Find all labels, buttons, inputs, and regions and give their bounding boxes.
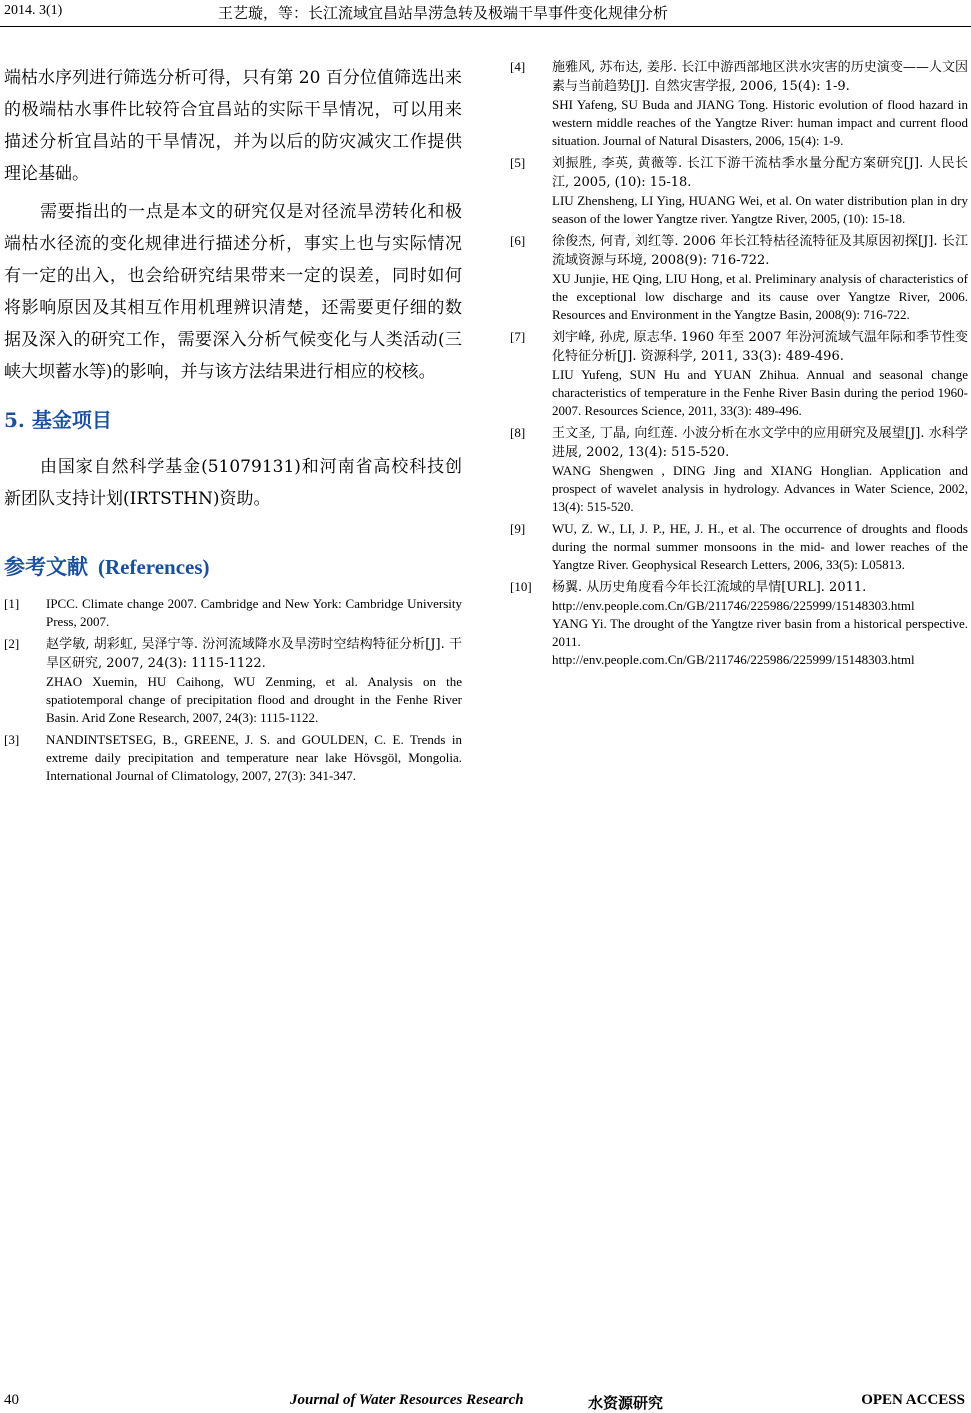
reference-text-en: IPCC. Climate change 2007. Cambridge and New York: Cambridge University Press, 2007.: [46, 596, 462, 629]
reference-item: [4, 635, 462, 727]
reference-text-zh: 赵学敏, 胡彩虹, 吴泽宁等. 汾河流域降水及旱涝时空结构特征分析[J]. 干旱区研究, 2007, 24(3): 1115-1122.: [46, 637, 462, 671]
reference-item: [4, 595, 462, 631]
references-heading-zh: 参考文献: [4, 554, 88, 579]
funding-paragraph: 由国家自然科学基金(51079131)和河南省高校科技创新团队支持计划(IRTSTHN)资助。: [4, 457, 462, 509]
reference-text-en: WANG Shengwen , DING Jing and XIANG Honglian. Application and prospect of wavelet analysis in hydrology. Advances in Water Science, 2002, 13(4): 515-520.: [552, 463, 968, 514]
running-title: 王艺璇，等：长江流域宜昌站旱涝急转及极端干旱事件变化规律分析: [218, 4, 669, 22]
reference-item: [510, 232, 968, 324]
reference-number: [7]: [510, 329, 526, 344]
reference-body: [552, 424, 968, 516]
reference-body: [552, 578, 968, 669]
reference-number: [1]: [4, 596, 20, 611]
reference-number: [5]: [510, 155, 526, 170]
reference-number: [4]: [510, 59, 526, 74]
section-heading-funding: 5. 基金项目: [4, 408, 112, 432]
reference-item: [510, 154, 968, 228]
reference-body: [46, 731, 462, 785]
reference-item: [510, 328, 968, 420]
journal-name-zh: 水资源研究: [588, 1394, 664, 1412]
body-paragraph-1: 端枯水序列进行筛选分析可得，只有第 20 百分位值筛选出来的极端枯水事件比较符合宜昌站的实际干旱情况，可以用来描述分析宜昌站的干旱情况，并为以后的防灾减灾工作提供理论基础。: [4, 68, 462, 184]
reference-text-en: YANG Yi. The drought of the Yangtze river basin from a historical perspective. 2011.: [552, 616, 968, 649]
reference-number: [3]: [4, 732, 20, 747]
reference-text-en: WU, Z. W., LI, J. P., HE, J. H., et al. The occurrence of droughts and floods during the normal summer monsoons in the mid- and lower reaches of the Yangtze River. Geophysical Research Letters, 2006, 33(5): L05813.: [552, 521, 968, 572]
reference-body: [552, 232, 968, 324]
reference-body: [552, 520, 968, 574]
reference-item: [510, 578, 968, 669]
reference-text-en: LIU Zhensheng, LI Ying, HUANG Wei, et al. On water distribution plan in dry season of the lower Yangtze river. Yangtze River, 2005, (10): 15-18.: [552, 193, 968, 226]
reference-body: [46, 595, 462, 631]
reference-text-zh: 刘振胜, 李英, 黄薇等. 长江下游干流枯季水量分配方案研究[J]. 人民长江, 2005, (10): 15-18.: [552, 156, 968, 190]
body-paragraph-2: 需要指出的一点是本文的研究仅是对径流旱涝转化和极端枯水径流的变化规律进行描述分析，事实上也与实际情况有一定的出入，也会给研究结果带来一定的误差，同时如何将影响原因及其相互作用机理辨识清楚，还需要更仔细的数据及深入的研究工作，需要深入分析气候变化与人类活动(三峡大坝蓄水等)的影响，并与该方法结果进行相应的校核。: [4, 202, 462, 382]
reference-body: [46, 635, 462, 727]
references-heading: [4, 551, 462, 581]
reference-text-zh: 王文圣, 丁晶, 向红莲. 小波分析在水文学中的应用研究及展望[J]. 水科学进展, 2002, 13(4): 515-520.: [552, 426, 968, 460]
issue-number: 2014. 3(1): [4, 3, 63, 18]
reference-text-en: NANDINTSETSEG, B., GREENE, J. S. and GOULDEN, C. E. Trends in extreme daily precipitation and temperature near lake Hövsgöl, Mongolia. International Journal of Climatology, 2007, 27(3): 341-347.: [46, 732, 462, 783]
open-access-label: OPEN ACCESS: [861, 1392, 965, 1408]
reference-number: [2]: [4, 636, 20, 651]
reference-text-zh: 杨翼. 从历史角度看今年长江流域的旱情[URL]. 2011.: [552, 580, 867, 595]
reference-text-en: ZHAO Xuemin, HU Caihong, WU Zenming, et al. Analysis on the spatiotemporal change of precipitation flood and drought in the Fenhe River Basin. Arid Zone Research, 2007, 24(3): 1115-1122.: [46, 674, 462, 725]
reference-text-en: http://env.people.com.Cn/GB/211746/225986/225999/15148303.html: [552, 598, 915, 613]
reference-body: [552, 328, 968, 420]
reference-text-en: LIU Yufeng, SUN Hu and YUAN Zhihua. Annual and seasonal change characteristics of temperature in the Fenhe River Basin during the period 1960-2007. Resources Science, 2011, 33(3): 489-496.: [552, 367, 968, 418]
right-column: [510, 58, 968, 673]
reference-number: [10]: [510, 579, 532, 594]
journal-name: Journal of Water Resources Research: [290, 1392, 524, 1408]
reference-item: [510, 58, 968, 150]
reference-body: [552, 154, 968, 228]
reference-number: [9]: [510, 521, 526, 536]
page-footer: [0, 1392, 971, 1412]
page-number: 40: [4, 1392, 19, 1408]
reference-text-en: XU Junjie, HE Qing, LIU Hong, et al. Preliminary analysis of characteristics of the exceptional low discharge and its cause over Yangtze River, 2006. Resources and Environment in the Yangtze Basin, 2008(9): 716-722.: [552, 271, 968, 322]
left-column: [4, 62, 462, 789]
reference-number: [6]: [510, 233, 526, 248]
reference-text-zh: 刘宇峰, 孙虎, 原志华. 1960 年至 2007 年汾河流域气温年际和季节性变化特征分析[J]. 资源科学, 2011, 33(3): 489-496.: [552, 330, 968, 364]
reference-text-zh: 施雅风, 苏布达, 姜彤. 长江中游西部地区洪水灾害的历史演变——人文因素与当前趋势[J]. 自然灾害学报, 2006, 15(4): 1-9.: [552, 60, 968, 94]
reference-text-en: http://env.people.com.Cn/GB/211746/225986/225999/15148303.html: [552, 652, 915, 667]
reference-list-right: [510, 58, 968, 669]
page-header: [0, 0, 971, 27]
reference-body: [552, 58, 968, 150]
reference-item: [510, 520, 968, 574]
reference-text-en: SHI Yafeng, SU Buda and JIANG Tong. Historic evolution of flood hazard in western middle reaches of the Yangtze River: human impact and current flood situation. Journal of Natural Disasters, 2006, 15(4): 1-9.: [552, 97, 968, 148]
references-heading-en: (References): [98, 555, 210, 579]
reference-text-zh: 徐俊杰, 何青, 刘红等. 2006 年长江特枯径流特征及其原因初探[J]. 长江流域资源与环境, 2008(9): 716-722.: [552, 234, 968, 268]
reference-list-left: [4, 595, 462, 785]
reference-item: [4, 731, 462, 785]
reference-item: [510, 424, 968, 516]
reference-number: [8]: [510, 425, 526, 440]
